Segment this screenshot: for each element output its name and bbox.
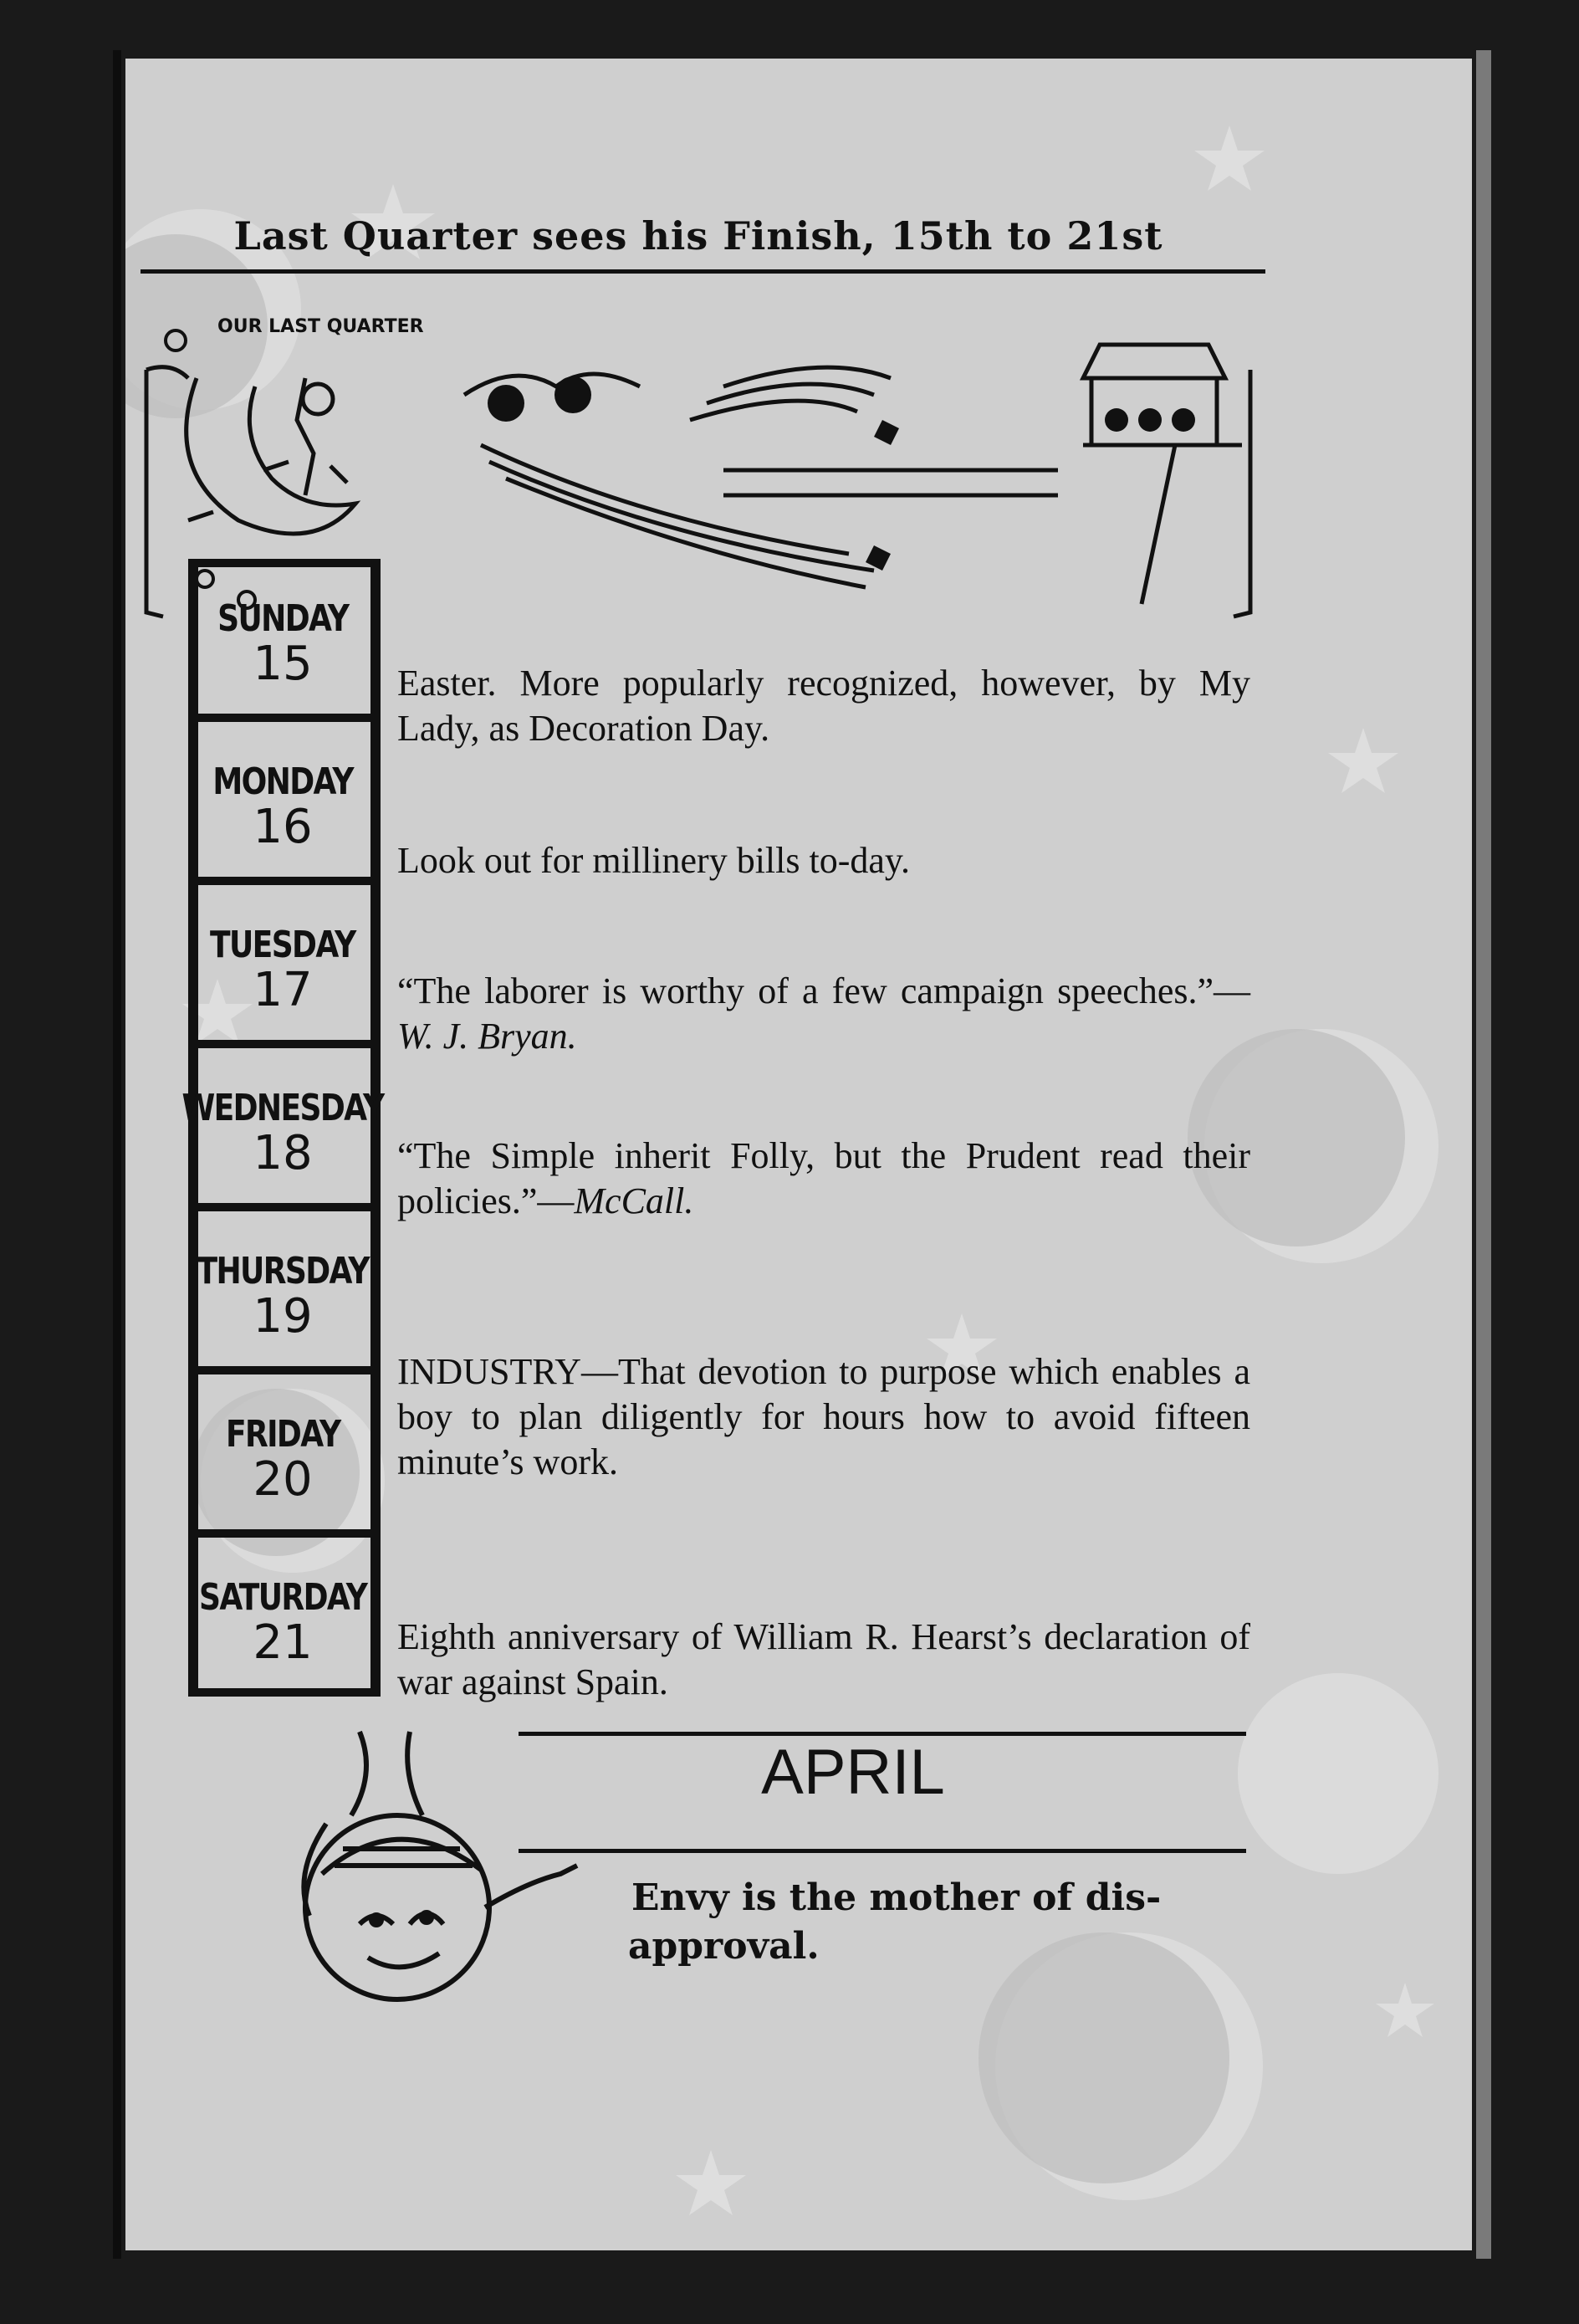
header-rule [141, 269, 1265, 274]
entry-wednesday [397, 1134, 1250, 1224]
day-cell-sunday [194, 571, 371, 715]
entry-text: “The laborer is worthy of a few campaign speeches.”— [397, 970, 1250, 1011]
entry-author: W. J. Bryan. [397, 1016, 577, 1057]
day-number: 20 [253, 1452, 313, 1508]
entry-saturday [397, 1615, 1250, 1705]
day-name: FRIDAY [225, 1413, 340, 1456]
day-cell-monday [194, 735, 371, 878]
day-number: 17 [253, 963, 313, 1018]
day-name: SUNDAY [217, 597, 349, 641]
banner-caption: OUR LAST QUARTER [217, 316, 424, 337]
day-cell-thursday [194, 1224, 371, 1368]
entry-text: Eighth anniversary of William R. Hearst’s declaration of war against Spain. [397, 1616, 1250, 1702]
entry-monday [397, 838, 1250, 883]
day-cell-friday [194, 1387, 371, 1531]
day-cell-tuesday [194, 898, 371, 1042]
entry-author: McCall. [574, 1180, 694, 1221]
month-title: APRIL [761, 1737, 945, 1808]
moon-face-illustration [276, 1723, 627, 2025]
day-number: 19 [253, 1289, 313, 1344]
month-rule-bottom [519, 1849, 1246, 1853]
proverb-line-2: approval. [628, 1925, 820, 1968]
day-number: 21 [253, 1615, 313, 1671]
day-number: 16 [253, 800, 313, 855]
page-edge-right [1476, 50, 1491, 2259]
day-cell-wednesday [181, 1061, 384, 1205]
proverb-line-1: Envy is the mother of dis- [631, 1876, 1162, 1919]
page-edge-left [113, 50, 121, 2259]
entry-text: INDUSTRY—That devotion to purpose which enables a boy to plan diligently for hours how to avoid fifteen minute’s work. [397, 1351, 1250, 1482]
entry-text: Easter. More popularly recognized, however, by My Lady, as Decoration Day. [397, 663, 1250, 749]
day-name: THURSDAY [197, 1250, 369, 1293]
entry-thursday [397, 1349, 1250, 1485]
entry-tuesday [397, 969, 1250, 1059]
page-heading: Last Quarter sees his Finish, 15th to 21st [233, 213, 1163, 259]
day-cell-saturday [194, 1550, 371, 1694]
day-name: TUESDAY [210, 924, 355, 967]
day-number: 15 [253, 637, 313, 692]
entry-sunday [397, 661, 1250, 751]
proverb [628, 1874, 1259, 1971]
day-name: SATURDAY [198, 1576, 367, 1620]
day-number: 18 [253, 1126, 313, 1181]
day-name: WEDNESDAY [181, 1087, 384, 1130]
day-name: MONDAY [212, 760, 353, 804]
entry-text: “The Simple inherit Folly, but the Prudent read their policies.”— [397, 1135, 1250, 1221]
entry-text: Look out for millinery bills to-day. [397, 840, 911, 881]
